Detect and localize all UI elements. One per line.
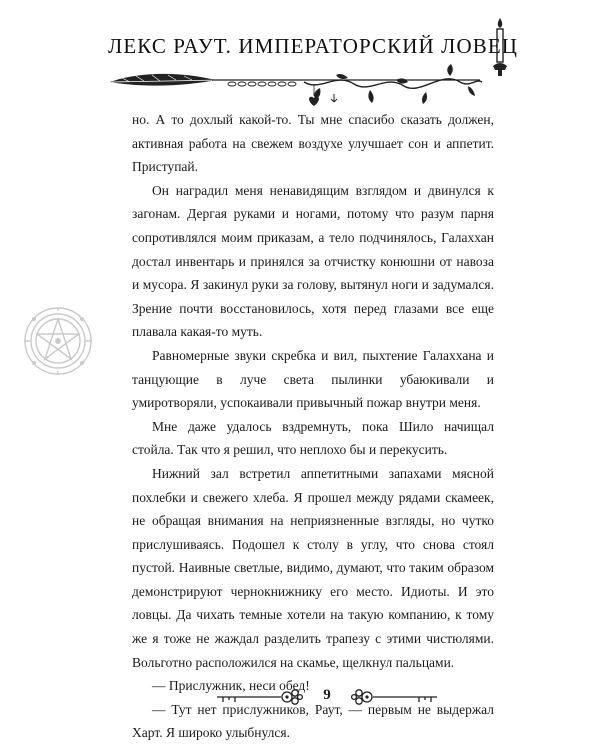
feather-vine-ornament: [108, 56, 500, 108]
page-footer: [215, 686, 439, 706]
paragraph: Равномерные звуки скребка и вил, пыхтение Галаххана и танцующие в луче света пылинки убаюкивали и умиротворяли, успокаивали привычный пожар внутри меня.: [132, 347, 494, 411]
pentagram-emblem-icon: [0, 305, 104, 377]
page-number: 9: [323, 687, 331, 703]
paragraph: — Прислужник, неси обед!: [152, 678, 310, 694]
paragraph: Он наградил меня ненавидящим взглядом и двинулся к загонам. Дергая руками и ногами, потому что разум парня сопротивлялся моим приказам, а тело подчинялось, Галаххан достал инвентарь и принялся за отчистку конюшни от навоза и мусора. Я закинул руки за голову, вытянул ноги и задумался. Зрение почти восстановилось, хотя перед глазами все еще плавала какая-то муть.: [132, 182, 494, 340]
key-left-icon: [215, 689, 303, 705]
paragraph: но. А то дохлый какой-то. Ты мне спасибо сказать должен, активная работа на свежем воздухе улучшает сон и аппетит. Приступай.: [132, 112, 494, 175]
paragraph: Нижний зал встретил аппетитными запахами мясной похлебки и свежего хлеба. Я прошел между рядами скамеек, не обращая внимания на неприязненные взгляды, но чутко прислушиваясь. Подошел к столу в углу, что снова стоял пустой. Наивные светлые, видимо, думают, что таким образом демонстрируют чернокнижнику его место. Идиоты. И это ловцы. Да чихать темные хотели на такую компанию, к тому же я тоже не жаждал разделить трапезу с этими чистюлями. Вольготно расположился на скамье, щелкнул пальцами.: [132, 465, 494, 670]
running-title: ЛЕКС РАУТ. ИМПЕРАТОРСКИЙ ЛОВЕЦ: [108, 34, 519, 58]
page-header: [108, 16, 519, 108]
paragraph: — Тут нет прислужников, Раут, — первым не выдержал Харт. Я широко улыбнулся.: [132, 701, 494, 741]
paragraph: Мне даже удалось вздремнуть, пока Шило начищал стойла. Так что я решил, что неплохо бы и перекусить.: [132, 418, 494, 458]
body-text: [132, 108, 494, 745]
key-right-icon: [351, 689, 439, 705]
